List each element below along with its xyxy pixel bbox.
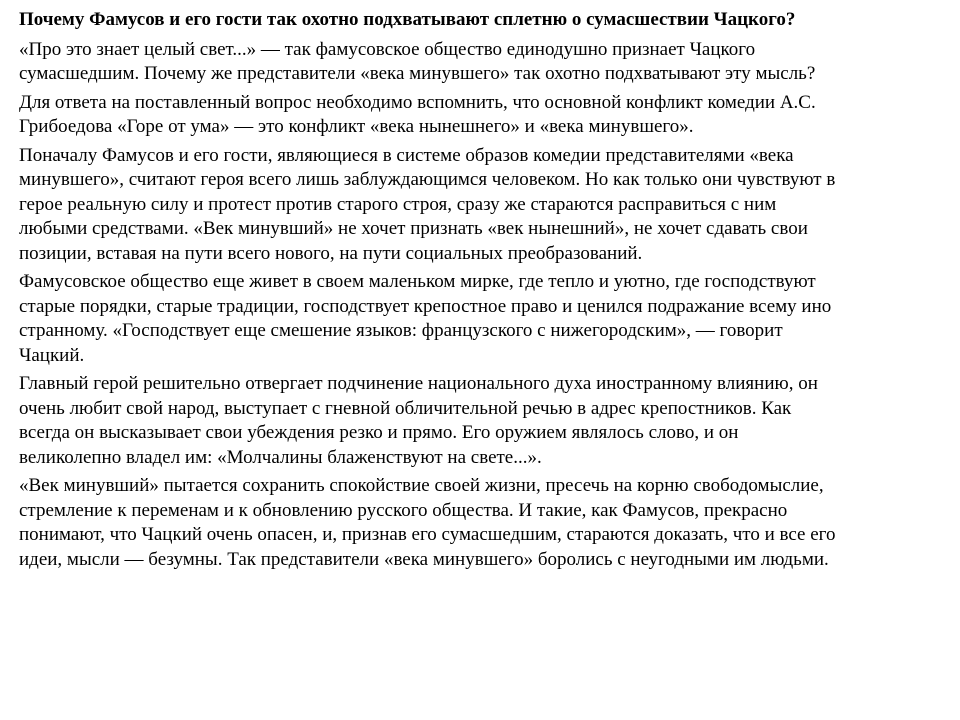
essay-text [19,8,944,576]
paragraph-famusov-society: Фамусовское общество еще живет в своем маленьком мирке, где тепло и уютно, где господствуют старые порядки, старые традиции, господствует крепостное право и ценился подражание всему ино странному. «Господствует еще смешение языков: французского с нижегородским», — говорит Чацкий. [19,271,832,366]
paragraph-main-hero: Главный герой решительно отвергает подчинение национального духа иностранному влиянию, он очень любит свой народ, выступает с гневной обличительной речью в адрес крепостников. Как всегда он высказывает свои убеждения резко и прямо. Его оружием являлось слово, и он великолепно владел им: «Молчалины блаженствуют на свете...». [19,373,818,468]
essay-heading: Почему Фамусов и его гости так охотно подхватывают сплетню о сумасшествии Чацкого? [19,9,796,30]
paragraph-intro: «Про это знает целый свет...» — так фамусовское общество единодушно признает Чацкого сумасшедшим. Почему же представители «века минувшего» так охотно подхватывают эту мысль? [19,38,816,84]
paragraph-conclusion: «Век минувший» пытается сохранить спокойствие своей жизни, пресечь на корню свободомыслие, стремление к переменам и к обновлению русского общества. И такие, как Фамусов, прекрасно понимают, что Чацкий очень опасен, и, признав его сумасшедшим, стараются доказать, что и все его идеи, мысли — безумны. Так представители «века минувшего» боролись с неугодными им людьми. [19,475,836,570]
paragraph-famusov-guests: Поначалу Фамусов и его гости, являющиеся в системе образов комедии представителями «века минувшего», считают героя всего лишь заблуждающимся человеком. Но как только они чувствуют в герое реальную силу и протест против старого строя, сразу же стараются расправиться с ним любыми средствами. «Век минувший» не хочет признать «век нынешний», не хочет сдавать свои позиции, вставая на пути всего нового, на пути социальных преобразований. [19,144,836,264]
paragraph-conflict: Для ответа на поставленный вопрос необходимо вспомнить, что основной конфликт комедии А.С. Грибоедова «Горе от ума» — это конфликт «века нынешнего» и «века минувшего». [19,91,816,137]
